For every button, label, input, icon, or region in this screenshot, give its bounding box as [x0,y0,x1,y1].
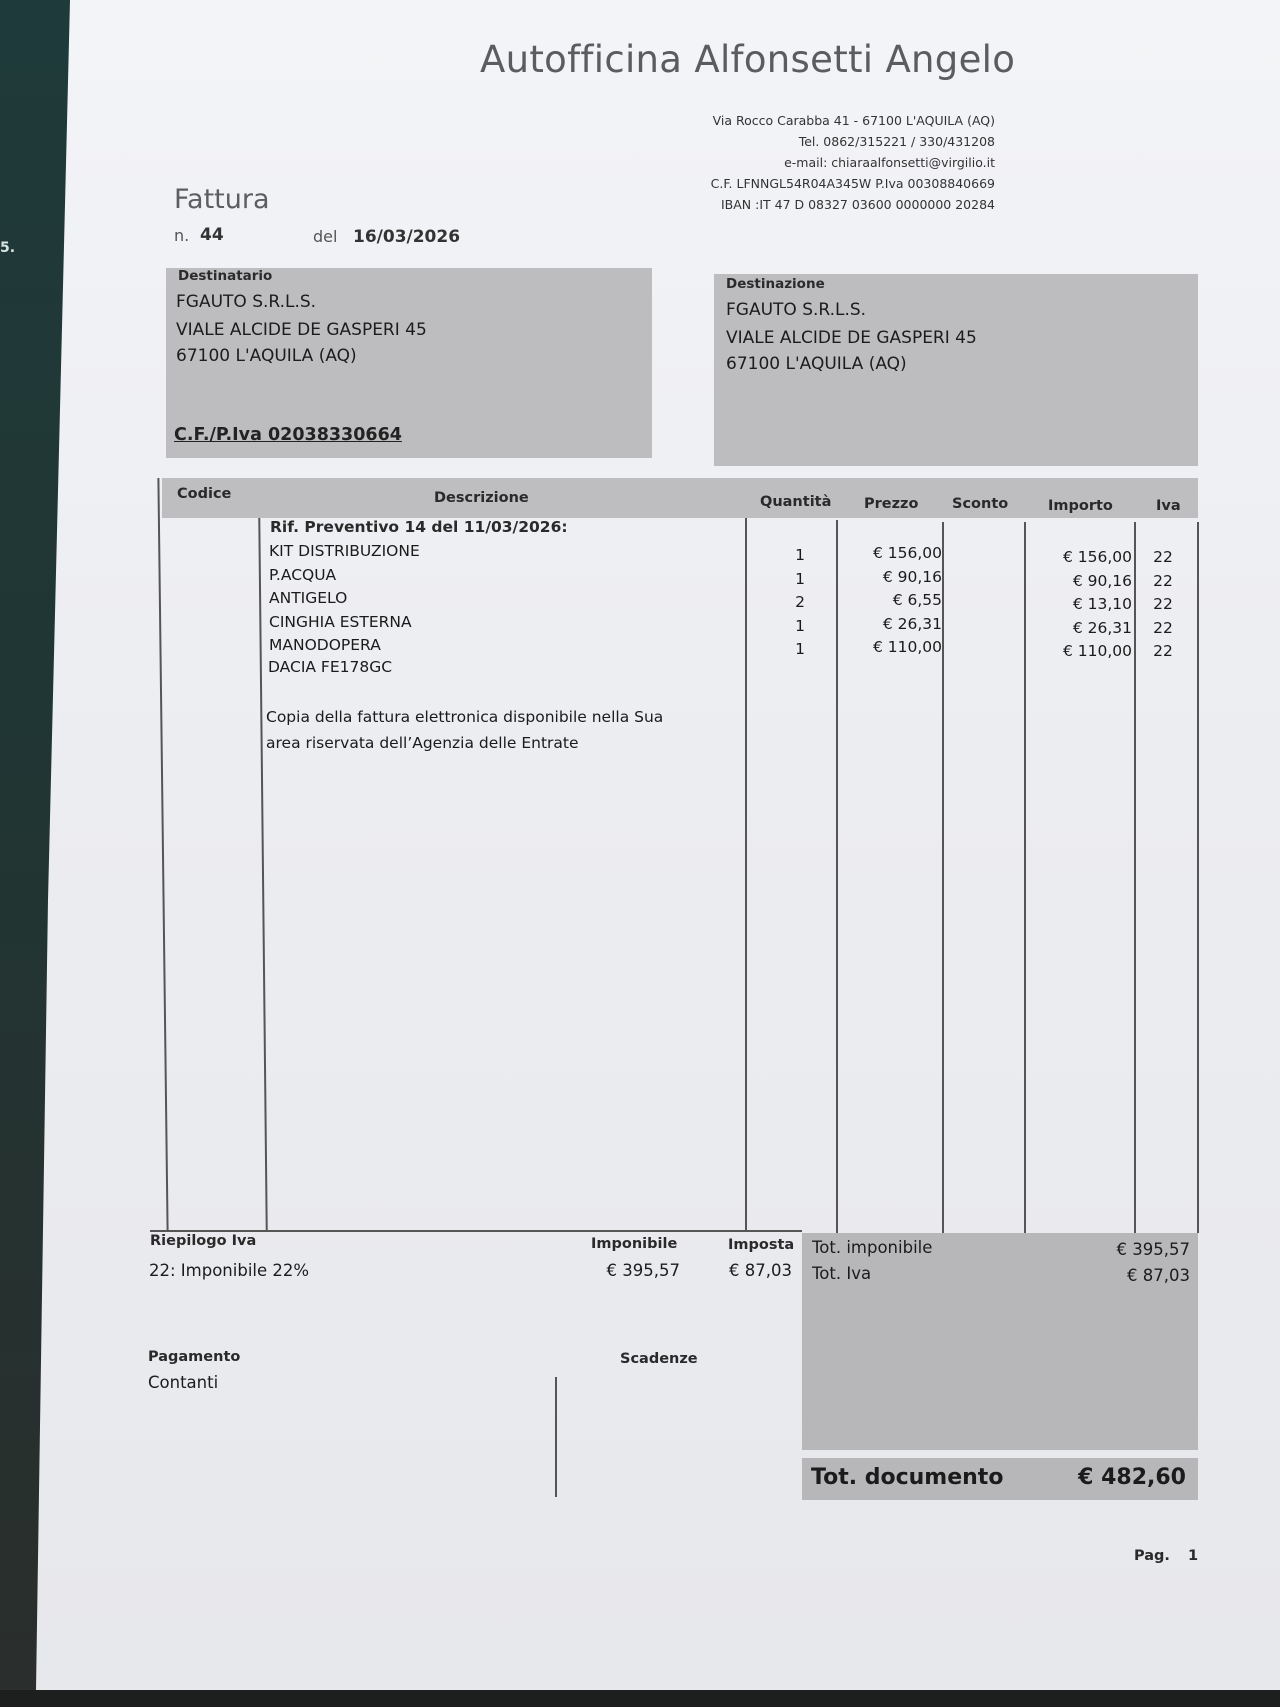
payment-divider [555,1377,557,1497]
row-description: KIT DISTRIBUZIONE [269,542,420,560]
payment-value: Contanti [148,1373,219,1392]
company-tax-ids: C.F. LFNNGL54R04A345W P.Iva 00308840669 [710,176,995,191]
row-vat: 22 [1153,571,1173,590]
destination-label: Destinazione [726,276,825,292]
row-description: MANODOPERA [269,636,381,654]
vat-summary-title: Riepilogo Iva [150,1233,257,1249]
company-name: Autofficina Alfonsetti Angelo [480,38,1016,81]
table-border-right [1197,522,1199,1233]
company-address: Via Rocco Carabba 41 - 67100 L'AQUILA (AQ) [712,113,995,128]
row-amount: € 13,10 [1072,595,1132,613]
row-vat: 22 [1153,595,1173,613]
recipient-street: VIALE ALCIDE DE GASPERI 45 [176,320,427,340]
company-phone: Tel. 0862/315221 / 330/431208 [798,134,995,149]
row-price: € 6,55 [892,591,942,609]
note-line-2: area riservata dell’Agenzia delle Entrate [266,734,579,752]
table-header [162,478,1198,518]
header-amount: Importo [1048,498,1113,514]
vat-summary-row-label: 22: Imponibile 22% [149,1261,310,1280]
table-col-divider [745,518,747,1232]
row-vat: 22 [1153,618,1173,637]
row-quantity: 2 [795,593,805,611]
document-date-label: del [313,227,338,246]
page-number: 1 [1188,1548,1199,1564]
vat-summary-row-taxable: € 395,57 [606,1261,680,1280]
company-email: e-mail: chiaraalfonsetti@virgilio.it [784,155,995,170]
company-iban: IBAN :IT 47 D 08327 03600 0000000 20284 [720,197,995,212]
recipient-name: FGAUTO S.R.L.S. [176,292,317,312]
row-amount: € 26,31 [1072,618,1132,637]
table-reference: Rif. Preventivo 14 del 11/03/2026: [270,518,568,536]
row-quantity: 1 [795,616,805,635]
vat-summary-taxable-label: Imponibile [591,1236,678,1252]
total-taxable-label: Tot. imponibile [812,1238,933,1257]
row-amount: € 90,16 [1072,571,1132,590]
total-taxable-value: € 395,57 [1116,1240,1190,1259]
total-vat-label: Tot. Iva [812,1264,872,1283]
destination-name: FGAUTO S.R.L.S. [726,300,867,320]
header-vat: Iva [1156,498,1181,514]
company-details [620,110,995,215]
edge-mark: 5. [0,240,16,256]
table-col-divider [1134,522,1136,1233]
recipient-city: 67100 L'AQUILA (AQ) [176,346,357,366]
row-description: P.ACQUA [269,565,337,584]
row-price: € 156,00 [872,544,942,562]
header-description: Descrizione [434,490,529,506]
due-dates-label: Scadenze [620,1351,698,1367]
row-price: € 110,00 [872,638,942,656]
table-col-divider [942,522,944,1233]
row-description: CINGHIA ESTERNA [269,612,412,631]
row-amount: € 110,00 [1062,642,1132,660]
recipient-vat: C.F./P.Iva 02038330664 [174,425,402,445]
header-quantity: Quantità [760,494,832,510]
recipient-label: Destinatario [178,268,273,284]
total-vat-value: € 87,03 [1127,1266,1190,1285]
table-col-divider [1024,522,1026,1233]
header-price: Prezzo [864,496,919,512]
document-number-label: n. [174,226,190,245]
table-border-bottom [150,1230,802,1232]
row-amount: € 156,00 [1062,548,1132,566]
payment-label: Pagamento [148,1349,241,1365]
header-discount: Sconto [952,496,1009,512]
page-label: Pag. [1134,1548,1170,1564]
vat-summary-tax-label: Imposta [728,1237,795,1253]
row-quantity: 1 [795,640,805,658]
row-quantity: 1 [795,546,805,564]
row-vat: 22 [1153,548,1173,566]
vat-summary-row-tax: € 87,03 [729,1261,792,1280]
destination-city: 67100 L'AQUILA (AQ) [726,354,907,374]
note-line-1: Copia della fattura elettronica disponibile nella Sua [266,708,664,726]
document-total-label: Tot. documento [811,1465,1004,1490]
table-col-divider [836,520,838,1233]
document-total-value: € 482,60 [1078,1465,1186,1490]
vehicle-plate: DACIA FE178GC [268,658,393,676]
destination-street: VIALE ALCIDE DE GASPERI 45 [726,328,977,348]
row-quantity: 1 [795,569,805,588]
row-price: € 90,16 [882,567,942,586]
row-description: ANTIGELO [269,589,348,607]
document-number: 44 [200,225,224,245]
document-date: 16/03/2026 [353,227,461,247]
header-code: Codice [177,486,232,502]
row-price: € 26,31 [882,614,942,633]
row-vat: 22 [1153,642,1173,660]
background-bottom [0,1690,1280,1707]
document-type: Fattura [174,184,270,215]
